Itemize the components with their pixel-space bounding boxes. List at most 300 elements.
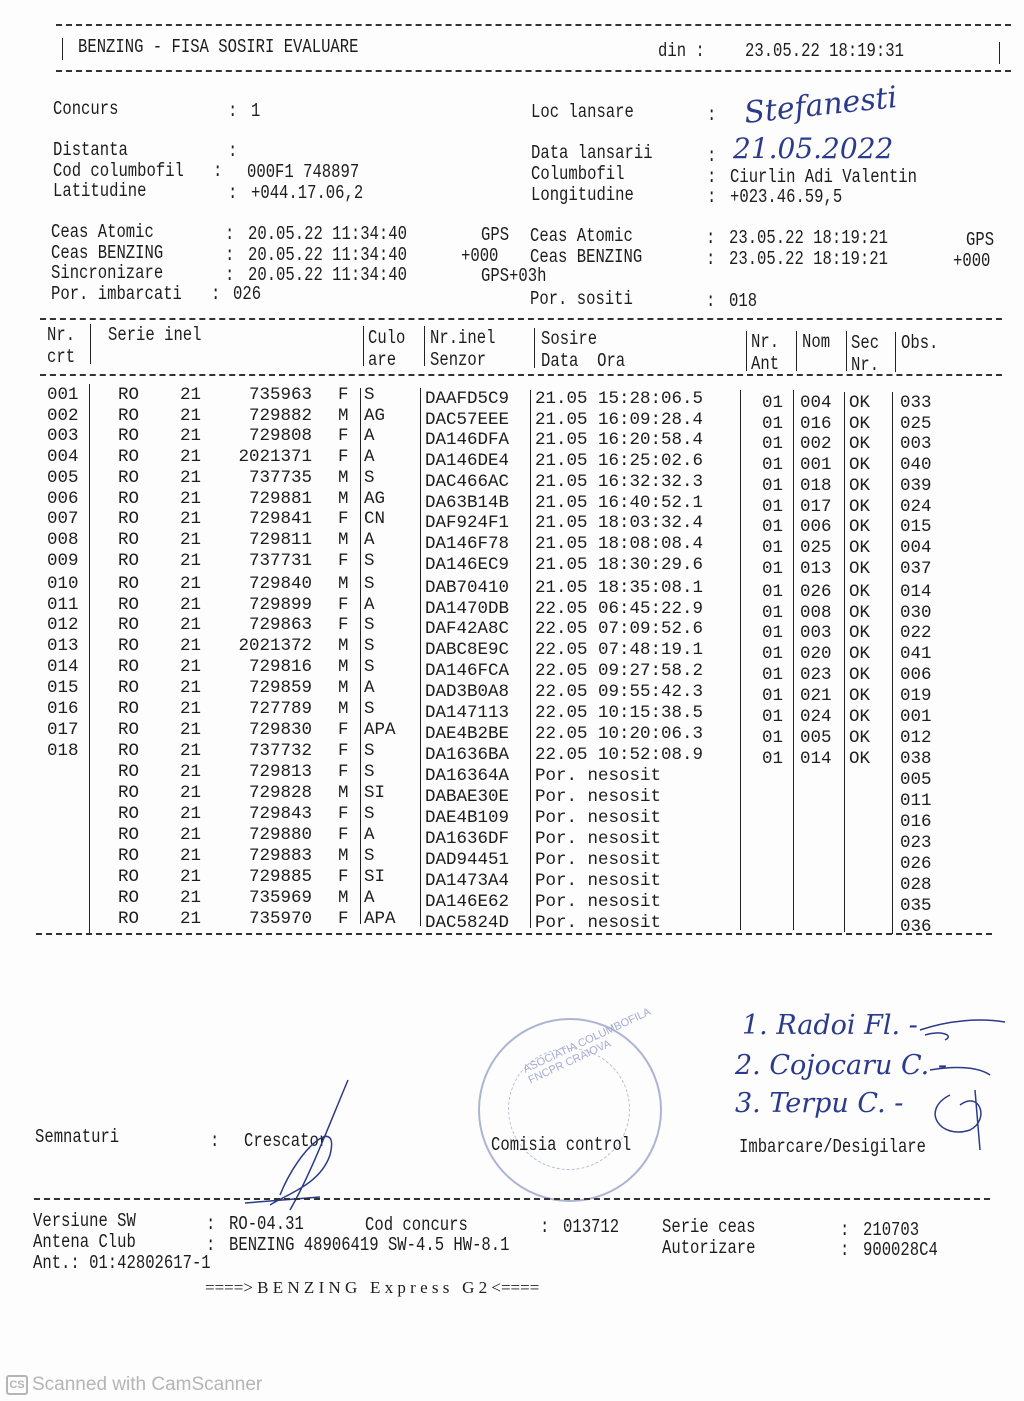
- cell-culoare: S: [364, 762, 375, 783]
- cell-obs: 038: [900, 749, 932, 770]
- cell-senzor: DA16364A: [425, 766, 510, 787]
- cell-nr: 013: [47, 636, 79, 657]
- cell-an: 21: [180, 426, 202, 447]
- cell-inel: 729885: [248, 866, 312, 887]
- cell-obs: 037: [900, 558, 932, 579]
- antena-club-value: : BENZING 48906419 SW-4.5 HW-8.1: [206, 1234, 510, 1256]
- cell-senzor: DA146EC9: [425, 554, 510, 575]
- cell-sex: M: [338, 573, 349, 594]
- club-stamp-icon: [478, 1006, 662, 1202]
- cell-tara: RO: [118, 550, 140, 571]
- cell-sec: OK: [849, 644, 871, 665]
- cell-nom: 006: [800, 517, 832, 538]
- cell-inel: 729883: [248, 845, 312, 866]
- cell-an: 21: [180, 636, 202, 657]
- col-divider-ant: [740, 390, 741, 930]
- cell-an: 21: [180, 573, 202, 594]
- table-row: [0, 783, 1000, 812]
- cell-obs: 028: [900, 874, 932, 895]
- cell-sosire: Por. nesosit: [535, 891, 662, 912]
- cell-culoare: S: [364, 615, 375, 636]
- cell-ant: 01: [762, 602, 784, 623]
- cell-culoare: S: [364, 741, 375, 762]
- cell-nom: 024: [800, 707, 832, 728]
- header-divider: [424, 326, 425, 366]
- loc-lansare-handwritten: Stefanesti: [742, 80, 899, 131]
- table-row: [0, 699, 1000, 728]
- columbofil-label: Columbofil: [531, 163, 625, 185]
- cell-sex: M: [338, 887, 349, 908]
- cell-inel: 729880: [248, 824, 312, 845]
- watermark-text: Scanned with CamScanner: [32, 1374, 263, 1395]
- header-divider: [534, 328, 535, 368]
- cell-obs: 015: [900, 517, 932, 538]
- header-left-bar: [62, 38, 63, 60]
- cell-sec: OK: [849, 581, 871, 602]
- cell-sex: F: [338, 447, 349, 468]
- cell-culoare: A: [364, 447, 375, 468]
- cell-senzor: DA1470DB: [425, 598, 510, 619]
- camscanner-watermark: [6, 1374, 262, 1396]
- table-row: [0, 804, 1000, 832]
- cod-concurs-value: : 013712: [540, 1216, 619, 1238]
- cell-inel: 729882: [248, 405, 312, 426]
- cell-ant: 01: [762, 581, 784, 602]
- cell-culoare: APA: [364, 720, 396, 741]
- cell-obs: 006: [900, 665, 932, 686]
- cell-sec: OK: [849, 749, 871, 770]
- cell-senzor: DA147113: [425, 703, 510, 724]
- porumbei-sositi-value: : 018: [706, 290, 757, 312]
- cell-culoare: S: [364, 699, 375, 720]
- cell-inel: 737731: [248, 550, 312, 571]
- cell-nom: 026: [800, 581, 832, 602]
- header-right-bar: [999, 42, 1000, 64]
- cell-tara: RO: [118, 529, 140, 550]
- table-bottom-rule: [36, 933, 992, 935]
- ceas-benzing-start-suffix: +000: [461, 245, 499, 267]
- cell-nom: 021: [800, 686, 832, 707]
- cell-culoare: S: [364, 845, 375, 866]
- cell-tara: RO: [118, 447, 140, 468]
- cell-ant: 01: [762, 496, 784, 517]
- cell-tara: RO: [118, 908, 140, 929]
- table-row: [0, 824, 1000, 853]
- cell-obs: 016: [900, 812, 932, 832]
- cell-sex: F: [338, 615, 349, 636]
- cell-ant: 01: [762, 393, 784, 413]
- cell-nom: 004: [800, 393, 832, 413]
- cell-sosire: 22.05 07:09:52.6: [535, 619, 704, 640]
- cell-nr: 005: [47, 467, 79, 488]
- cell-sex: F: [338, 824, 349, 845]
- cell-an: 21: [180, 657, 202, 678]
- cell-sex: M: [338, 699, 349, 720]
- cell-culoare: APA: [364, 908, 396, 929]
- cell-sosire: 21.05 16:40:52.1: [535, 492, 704, 513]
- table-row: [0, 550, 1000, 579]
- cell-nr: 014: [47, 657, 79, 678]
- cell-obs: 023: [900, 832, 932, 853]
- col-header-serie: Serie inel: [108, 324, 202, 346]
- autorizare-label: Autorizare: [662, 1237, 756, 1259]
- cell-nom: 020: [800, 644, 832, 665]
- cell-ant: 01: [762, 517, 784, 538]
- cell-sosire: 22.05 10:52:08.9: [535, 745, 704, 766]
- cell-sosire: Por. nesosit: [535, 828, 662, 849]
- autorizare-value: : 900028C4: [840, 1239, 938, 1261]
- serie-ceas-label: Serie ceas: [662, 1216, 756, 1238]
- header-divider: [90, 324, 91, 364]
- cell-sosire: 21.05 18:35:08.1: [535, 577, 704, 598]
- cell-culoare: SI: [364, 783, 386, 804]
- cell-senzor: DAF924F1: [425, 513, 510, 534]
- cell-sec: OK: [849, 686, 871, 707]
- cell-obs: 035: [900, 895, 932, 916]
- latitudine-value: : +044.17.06,2: [228, 182, 364, 204]
- header-din-value: 23.05.22 18:19:31: [745, 40, 904, 62]
- distanta-value: :: [228, 140, 247, 162]
- table-row: [0, 866, 1000, 895]
- cell-sosire: 21.05 16:20:58.4: [535, 430, 704, 451]
- cell-senzor: DAC57EEE: [425, 409, 510, 430]
- cell-nr: 003: [47, 426, 79, 447]
- cell-an: 21: [180, 741, 202, 762]
- cell-senzor: DAC466AC: [425, 471, 510, 492]
- cell-senzor: DA146F78: [425, 533, 510, 554]
- cell-sosire: Por. nesosit: [535, 849, 662, 870]
- cell-obs: 041: [900, 644, 932, 665]
- col-header-senzor: Nr.inel Senzor: [430, 327, 496, 371]
- handwritten-signer-1: 1. Radoi Fl. -: [742, 1010, 918, 1041]
- cell-tara: RO: [118, 657, 140, 678]
- cell-sosire: 22.05 06:45:22.9: [535, 598, 704, 619]
- cell-sex: M: [338, 783, 349, 804]
- cell-an: 21: [180, 678, 202, 699]
- stamp-text: ASOCIATIA COLUMBOFILA FNCPR CRAIOVA: [521, 1006, 653, 1087]
- cell-inel: 2021371: [238, 447, 312, 468]
- versiune-sw-label: Versiune SW: [33, 1210, 136, 1232]
- imbarcare-desigilare-label: Imbarcare/Desigilare: [739, 1136, 926, 1158]
- cell-sex: M: [338, 678, 349, 699]
- cell-sex: M: [338, 488, 349, 509]
- cell-sosire: 21.05 18:03:32.4: [535, 513, 704, 534]
- cell-inel: 729811: [248, 529, 312, 550]
- cell-nom: 013: [800, 558, 832, 579]
- cell-culoare: A: [364, 678, 375, 699]
- ceas-atomic-end-suffix: GPS: [966, 229, 995, 251]
- cell-sex: F: [338, 866, 349, 887]
- cell-nom: 025: [800, 537, 832, 558]
- cell-sex: M: [338, 405, 349, 426]
- cell-senzor: DAD94451: [425, 849, 510, 870]
- cell-obs: 040: [900, 455, 932, 476]
- header-divider: [363, 326, 364, 366]
- cell-inel: 729841: [248, 509, 312, 530]
- cell-senzor: DA1473A4: [425, 870, 510, 891]
- porumbei-imbarcati: Por. imbarcati : 026: [51, 283, 262, 305]
- cell-tara: RO: [118, 845, 140, 866]
- col-header-obs: Obs.: [901, 332, 939, 354]
- cell-sex: M: [338, 467, 349, 488]
- cell-an: 21: [180, 488, 202, 509]
- cell-inel: 2021372: [238, 636, 312, 657]
- table-row: [0, 529, 1000, 558]
- cell-nom: 003: [800, 623, 832, 644]
- col-header-culoare: Culo are: [368, 327, 406, 371]
- table-row: [0, 447, 1000, 476]
- cell-sex: F: [338, 385, 349, 405]
- semnaturi-label: Semnaturi: [35, 1126, 120, 1148]
- cell-nr: 006: [47, 488, 79, 509]
- sincronizare-value: : 20.05.22 11:34:40: [225, 264, 407, 286]
- cell-inel: 737735: [248, 467, 312, 488]
- cell-an: 21: [180, 887, 202, 908]
- cell-inel: 729899: [248, 594, 312, 615]
- cell-culoare: AG: [364, 488, 386, 509]
- cell-sosire: 22.05 09:27:58.2: [535, 661, 704, 682]
- cell-sex: M: [338, 845, 349, 866]
- col-divider-obs: [892, 392, 893, 934]
- cell-inel: 727789: [248, 699, 312, 720]
- longitudine-label: Longitudine: [531, 184, 634, 206]
- ceas-benzing-start-value: : 20.05.22 11:34:40: [225, 244, 407, 266]
- table-row: [0, 615, 1000, 644]
- cell-sec: OK: [849, 602, 871, 623]
- cell-nr: 009: [47, 550, 79, 571]
- cell-ant: 01: [762, 749, 784, 770]
- cell-nr: 017: [47, 720, 79, 741]
- cell-obs: 011: [900, 791, 932, 812]
- cell-sosire: 21.05 15:28:06.5: [535, 389, 704, 409]
- cell-obs: 025: [900, 413, 932, 434]
- cell-inel: 735970: [248, 908, 312, 929]
- table-row: [0, 594, 1000, 623]
- col-header-sec: Sec Nr.: [851, 332, 880, 376]
- table-row: [0, 908, 1000, 937]
- col-header-sosire: Sosire Data Ora: [541, 328, 626, 372]
- cell-sec: OK: [849, 537, 871, 558]
- cell-sec: OK: [849, 623, 871, 644]
- cell-culoare: A: [364, 594, 375, 615]
- table-row: [0, 509, 1000, 538]
- cell-tara: RO: [118, 509, 140, 530]
- cell-nom: 017: [800, 496, 832, 517]
- table-row: [0, 720, 1000, 749]
- cell-tara: RO: [118, 783, 140, 804]
- cell-tara: RO: [118, 594, 140, 615]
- cell-an: 21: [180, 615, 202, 636]
- cell-senzor: DAC5824D: [425, 912, 510, 933]
- ceas-benzing-end-value: : 23.05.22 18:19:21: [706, 248, 888, 270]
- cell-inel: 737732: [248, 741, 312, 762]
- cell-senzor: DA63B14B: [425, 492, 510, 513]
- cell-culoare: S: [364, 385, 375, 405]
- cell-tara: RO: [118, 615, 140, 636]
- cell-obs: 022: [900, 623, 932, 644]
- cell-culoare: S: [364, 804, 375, 824]
- cell-an: 21: [180, 824, 202, 845]
- header-divider: [846, 331, 847, 371]
- cell-obs: 039: [900, 475, 932, 496]
- cell-nom: 014: [800, 749, 832, 770]
- cell-sec: OK: [849, 434, 871, 455]
- longitudine-value: : +023.46.59,5: [707, 186, 843, 208]
- cell-an: 21: [180, 804, 202, 824]
- desigilare-signatures-icon: [900, 1010, 1010, 1150]
- cell-an: 21: [180, 529, 202, 550]
- cell-ant: 01: [762, 644, 784, 665]
- ceas-atomic-start-suffix: GPS: [481, 224, 510, 246]
- cell-an: 21: [180, 845, 202, 866]
- cell-nom: 002: [800, 434, 832, 455]
- cell-an: 21: [180, 762, 202, 783]
- cell-ant: 01: [762, 558, 784, 579]
- table-row: [0, 741, 1000, 770]
- handwritten-signer-3: 3. Terpu C. -: [735, 1088, 904, 1119]
- col-header-nr: Nr. crt: [47, 324, 76, 368]
- cell-tara: RO: [118, 573, 140, 594]
- cell-obs: 024: [900, 496, 932, 517]
- cell-sex: F: [338, 426, 349, 447]
- cell-sosire: 21.05 16:09:28.4: [535, 409, 704, 430]
- cell-senzor: DA146FCA: [425, 661, 510, 682]
- cell-sosire: 22.05 10:20:06.3: [535, 724, 704, 745]
- cell-an: 21: [180, 866, 202, 887]
- cell-an: 21: [180, 594, 202, 615]
- cell-an: 21: [180, 447, 202, 468]
- cell-sec: OK: [849, 475, 871, 496]
- ceas-atomic-start-value: : 20.05.22 11:34:40: [225, 223, 407, 245]
- data-lansarii-colon: :: [707, 145, 717, 167]
- cell-tara: RO: [118, 699, 140, 720]
- cell-sex: M: [338, 636, 349, 657]
- cell-ant: 01: [762, 413, 784, 434]
- cell-obs: 001: [900, 707, 932, 728]
- cell-ant: 01: [762, 455, 784, 476]
- cod-columbofil-label: Cod columbofil :: [53, 160, 222, 182]
- footer-top-rule: [34, 1198, 990, 1200]
- antena-club-label: Antena Club: [33, 1231, 136, 1253]
- cell-tara: RO: [118, 467, 140, 488]
- cell-sec: OK: [849, 393, 871, 413]
- header-din-label: din :: [658, 40, 705, 62]
- cell-culoare: AG: [364, 405, 386, 426]
- cell-nr: 004: [47, 447, 79, 468]
- cell-nr: 002: [47, 405, 79, 426]
- cell-obs: 019: [900, 686, 932, 707]
- porumbei-sositi: Por. sositi: [530, 288, 633, 310]
- cell-nr: 008: [47, 529, 79, 550]
- crescator-label: Crescator: [244, 1130, 329, 1152]
- loc-lansare-colon: :: [707, 104, 717, 126]
- table-row: [0, 426, 1000, 455]
- cell-senzor: DA146E62: [425, 891, 510, 912]
- cell-sosire: Por. nesosit: [535, 766, 662, 787]
- col-divider-nr: [89, 384, 90, 934]
- cell-ant: 01: [762, 475, 784, 496]
- cell-an: 21: [180, 405, 202, 426]
- cell-senzor: DAD3B0A8: [425, 682, 510, 703]
- cell-culoare: CN: [364, 509, 386, 530]
- cell-sosire: 22.05 10:15:38.5: [535, 703, 704, 724]
- cell-an: 21: [180, 699, 202, 720]
- columbofil-value: : Ciurlin Adi Valentin: [707, 166, 917, 188]
- cell-nom: 008: [800, 602, 832, 623]
- col-divider-nom: [793, 390, 794, 930]
- cell-nr: 001: [47, 385, 79, 405]
- cell-ant: 01: [762, 665, 784, 686]
- camscanner-logo-icon: CS: [6, 1375, 28, 1395]
- cell-sec: OK: [849, 707, 871, 728]
- cell-sex: F: [338, 720, 349, 741]
- table-row: [0, 488, 1000, 517]
- cell-senzor: DABAE30E: [425, 787, 510, 808]
- cell-senzor: DA1636DF: [425, 828, 510, 849]
- ceas-benzing-start: Ceas BENZING: [51, 242, 164, 264]
- handwritten-signer-2: 2. Cojocaru C. -: [735, 1050, 947, 1081]
- cell-ant: 01: [762, 434, 784, 455]
- comisia-control-label: Comisia control: [491, 1134, 632, 1156]
- cell-senzor: DA146DFA: [425, 430, 510, 451]
- cell-sec: OK: [849, 558, 871, 579]
- cell-nom: 005: [800, 728, 832, 749]
- cell-sec: OK: [849, 728, 871, 749]
- cell-culoare: A: [364, 824, 375, 845]
- cell-sex: F: [338, 509, 349, 530]
- cell-an: 21: [180, 550, 202, 571]
- cell-obs: 036: [900, 916, 932, 937]
- table-row: [0, 657, 1000, 686]
- cell-nr: 011: [47, 594, 79, 615]
- cell-sex: F: [338, 550, 349, 571]
- cell-tara: RO: [118, 741, 140, 762]
- cell-sex: F: [338, 594, 349, 615]
- cell-sex: F: [338, 804, 349, 824]
- table-row: [0, 845, 1000, 874]
- cell-sosire: Por. nesosit: [535, 808, 662, 828]
- cell-nom: 001: [800, 455, 832, 476]
- cell-sec: OK: [849, 455, 871, 476]
- cell-ant: 01: [762, 537, 784, 558]
- cell-ant: 01: [762, 707, 784, 728]
- cell-culoare: S: [364, 657, 375, 678]
- cell-ant: 01: [762, 728, 784, 749]
- header-bottom-rule: [56, 70, 1011, 72]
- col-header-ant: Nr. Ant: [751, 331, 780, 375]
- ceas-atomic-start: Ceas Atomic: [51, 221, 154, 243]
- ceas-atomic-end: Ceas Atomic: [530, 225, 633, 247]
- header-divider: [746, 331, 747, 371]
- cod-concurs-label: Cod concurs: [365, 1214, 468, 1236]
- header-top-rule: [56, 24, 1011, 26]
- cod-columbofil-value: 000F1 748897: [247, 161, 360, 183]
- cell-tara: RO: [118, 762, 140, 783]
- header-divider: [796, 331, 797, 371]
- cell-tara: RO: [118, 678, 140, 699]
- cell-inel: 735963: [248, 385, 312, 405]
- table-row: [0, 887, 1000, 916]
- table-row: [0, 762, 1000, 791]
- cell-sec: OK: [849, 665, 871, 686]
- cell-obs: 012: [900, 728, 932, 749]
- sincronizare: Sincronizare: [51, 262, 164, 284]
- ceas-benzing-end: Ceas BENZING: [530, 246, 643, 268]
- cell-inel: 729830: [248, 720, 312, 741]
- cell-tara: RO: [118, 720, 140, 741]
- col-divider-culoare: [360, 388, 361, 924]
- cell-inel: 729808: [248, 426, 312, 447]
